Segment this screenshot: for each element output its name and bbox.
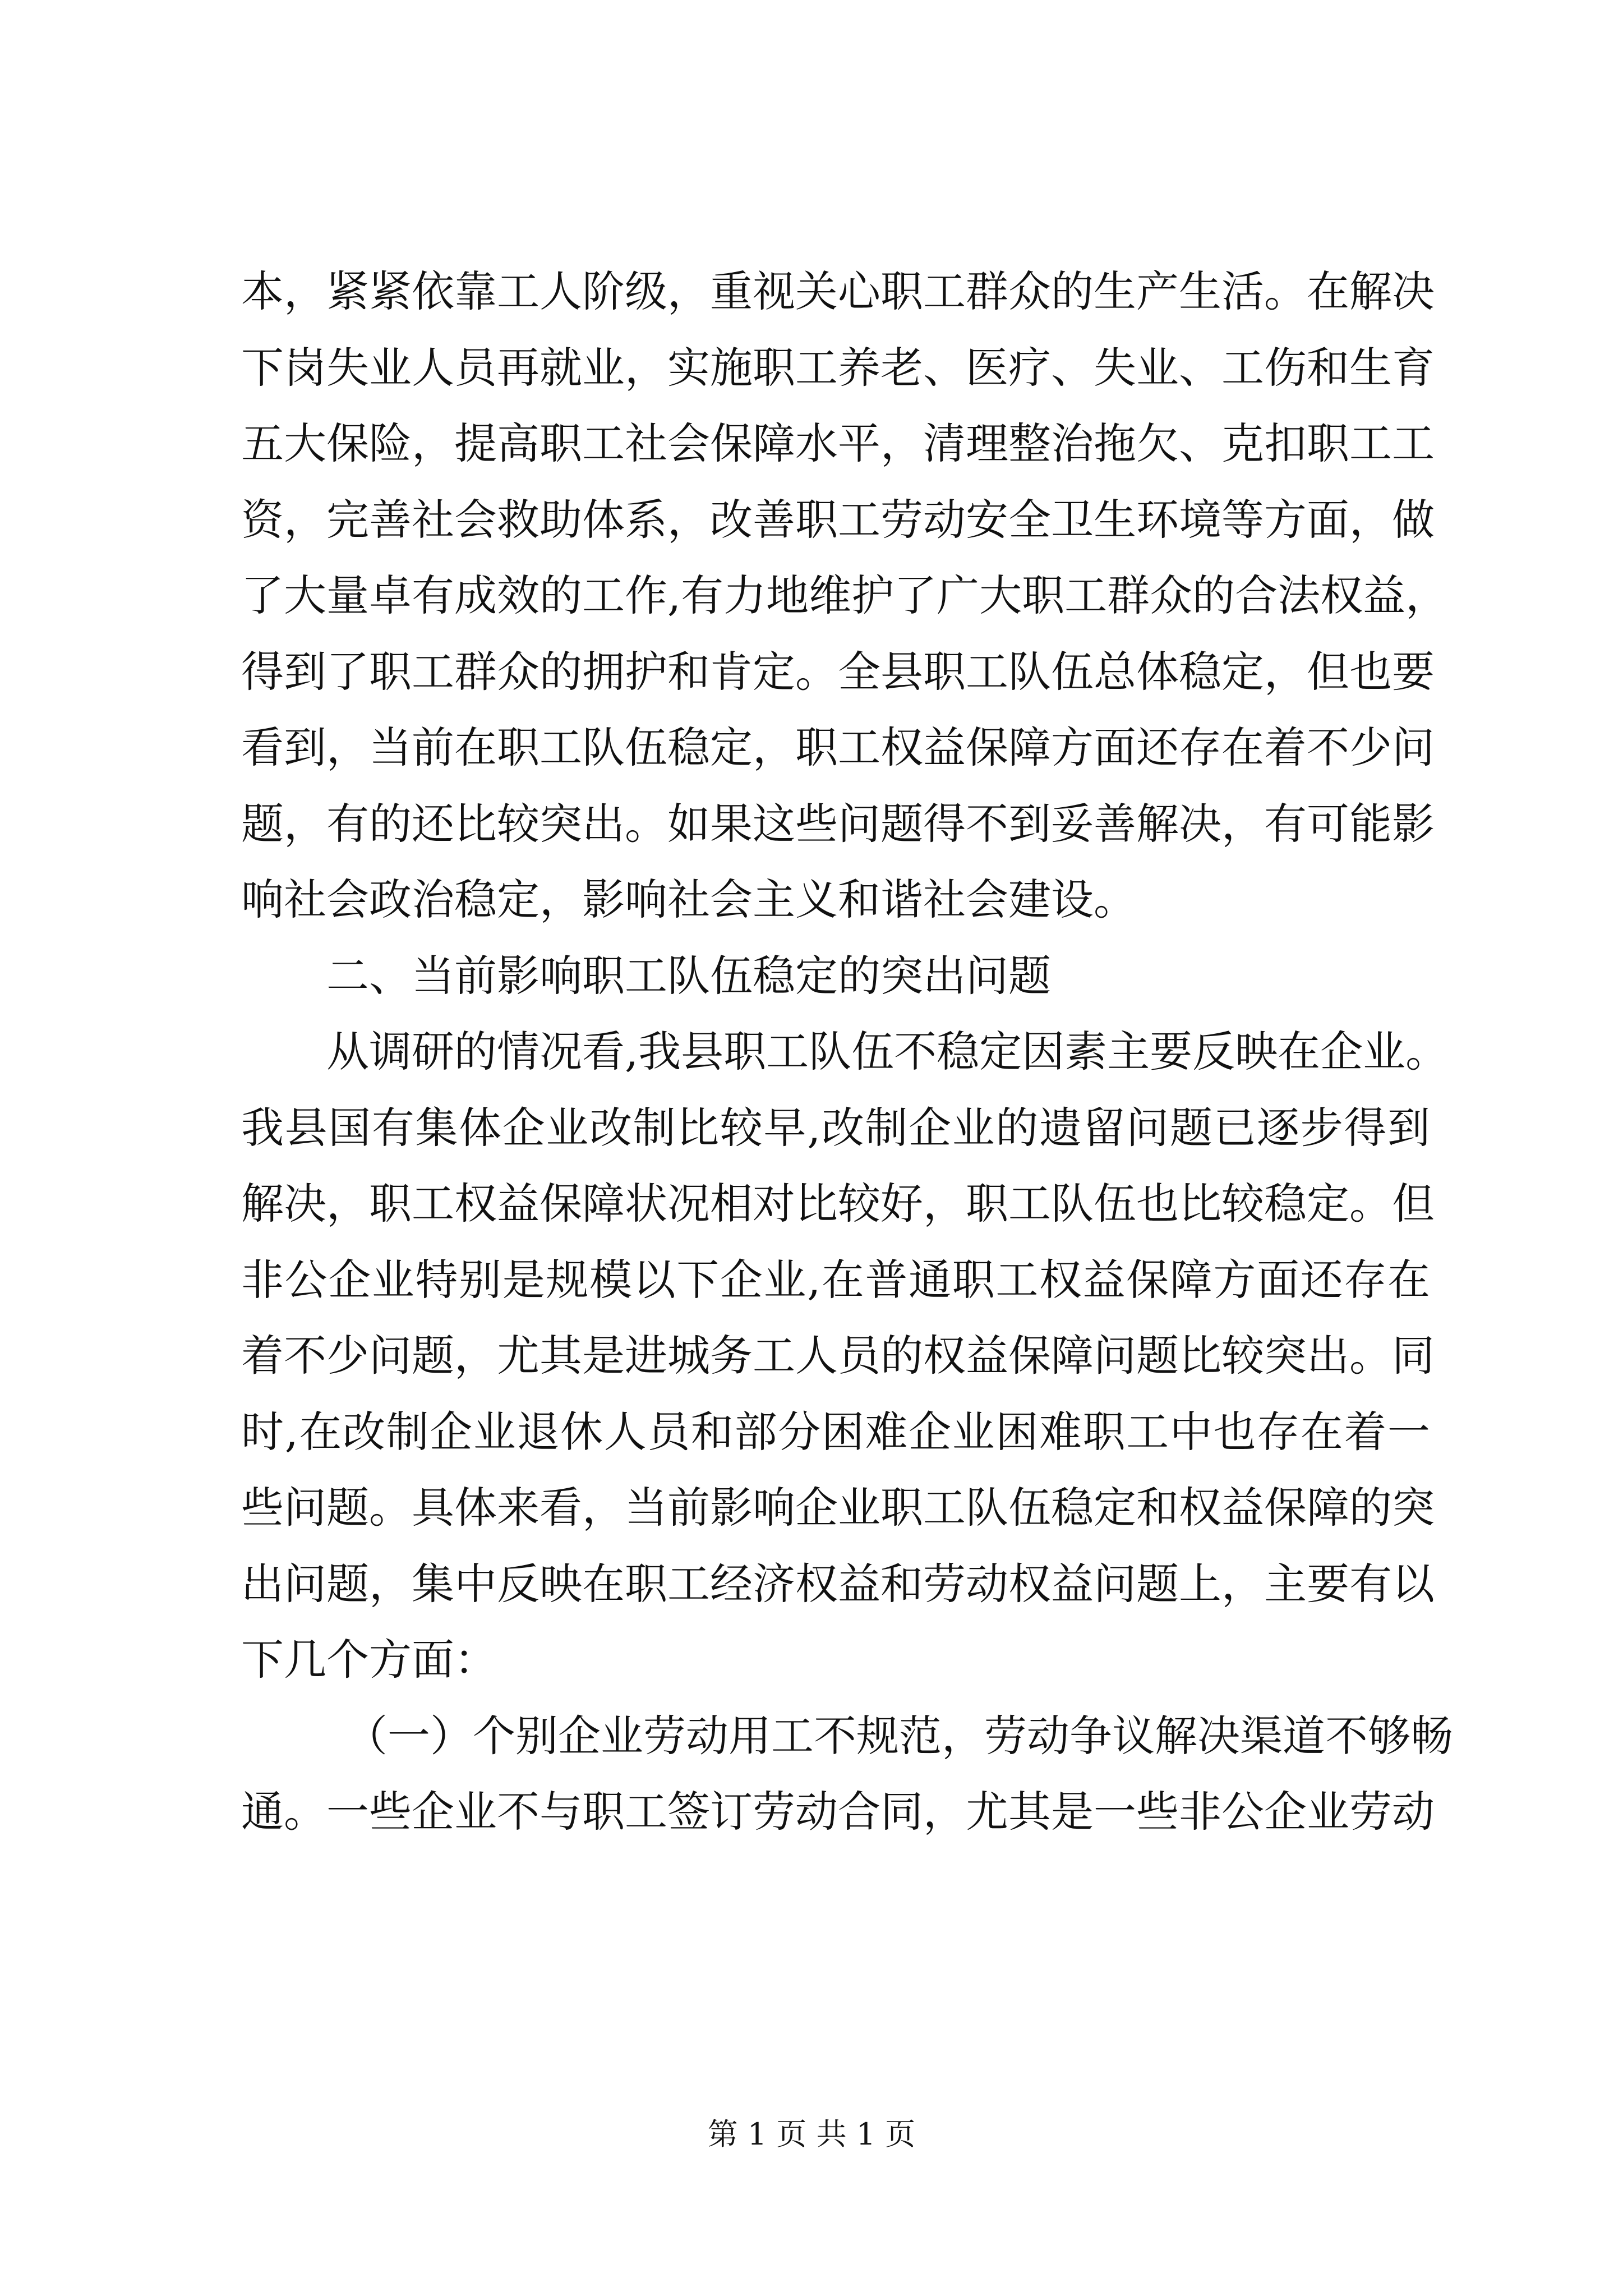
text-line: 二、当前影响职工队伍稳定的突出问题: [326, 950, 1051, 1001]
text-line: 出问题，集中反映在职工经济权益和劳动权益问题上，主要有以: [241, 1558, 1435, 1609]
text-line: 非公企业特别是规模以下企业,在普通职工权益保障方面还存在: [241, 1254, 1430, 1305]
body-text: [241, 254, 1453, 1850]
text-line: （一）个别企业劳动用工不规范，劳动争议解决渠道不够畅: [345, 1710, 1453, 1761]
text-line: 时,在改制企业退休人员和部分困难企业困难职工中也存在着一: [241, 1406, 1430, 1457]
text-line: 些问题。具体来看，当前影响企业职工队伍稳定和权益保障的突: [241, 1483, 1435, 1533]
text-line: 题，有的还比较突出。如果这些问题得不到妥善解决，有可能影: [241, 798, 1435, 849]
text-line: 得到了职工群众的拥护和肯定。全县职工队伍总体稳定，但也要: [241, 646, 1435, 697]
text-line: 了大量卓有成效的工作,有力地维护了广大职工群众的合法权益，: [241, 570, 1449, 620]
text-line: 我县国有集体企业改制比较早,改制企业的遗留问题已逐步得到: [241, 1102, 1430, 1153]
text-line: 下几个方面：: [241, 1635, 497, 1685]
text-line: 着不少问题，尤其是进城务工人员的权益保障问题比较突出。同: [241, 1331, 1435, 1381]
text-line: 解决，职工权益保障状况相对比较好，职工队伍也比较稳定。但: [241, 1179, 1435, 1228]
text-line: 响社会政治稳定，影响社会主义和谐社会建设。: [241, 875, 1136, 924]
text-line: 资，完善社会救助体系，改善职工劳动安全卫生环境等方面，做: [241, 494, 1435, 545]
text-line: 通。一些企业不与职工签订劳动合同，尤其是一些非公企业劳动: [241, 1787, 1435, 1837]
text-line: 看到，当前在职工队伍稳定，职工权益保障方面还存在着不少问: [241, 723, 1435, 772]
text-line: 本，紧紧依靠工人阶级，重视关心职工群众的生产生活。在解决: [241, 266, 1435, 316]
text-line: 五大保险，提高职工社会保障水平，清理整治拖欠、克扣职工工: [241, 418, 1435, 468]
text-line: 下岗失业人员再就业，实施职工养老、医疗、失业、工伤和生育: [241, 342, 1435, 393]
page-footer: 第 1 页 共 1 页: [707, 2116, 916, 2152]
text-line: 从调研的情况看,我县职工队伍不稳定因素主要反映在企业。: [326, 1027, 1449, 1076]
